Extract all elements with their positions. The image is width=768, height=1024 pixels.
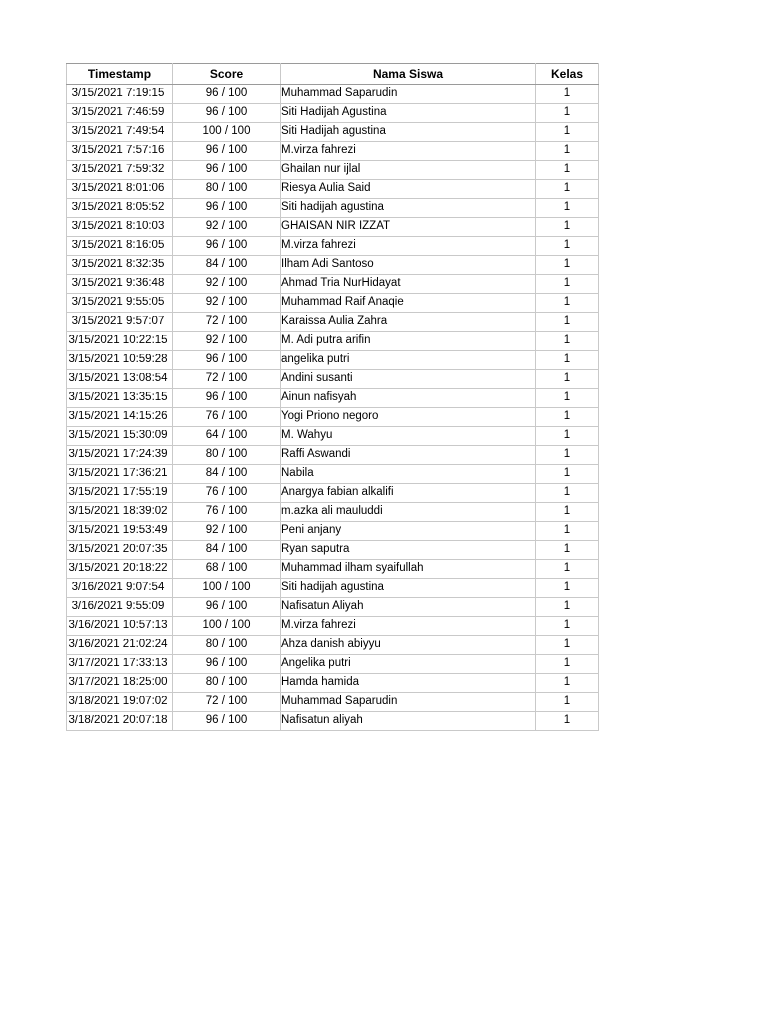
cell-kelas: 1 [536, 712, 599, 731]
cell-score: 96 / 100 [173, 199, 281, 218]
cell-kelas: 1 [536, 693, 599, 712]
table-row [67, 484, 599, 503]
timestamp-value: 3/15/2021 8:05:52 [71, 202, 165, 214]
cell-nama-siswa: Andini susanti [281, 370, 536, 389]
cell-score: 92 / 100 [173, 332, 281, 351]
cell-score: 96 / 100 [173, 161, 281, 180]
cell-timestamp [67, 712, 173, 731]
cell-nama-siswa: M. Wahyu [281, 427, 536, 446]
timestamp-value: 3/15/2021 19:53:49 [68, 525, 168, 537]
cell-nama-siswa: Peni anjany [281, 522, 536, 541]
cell-score: 84 / 100 [173, 256, 281, 275]
cell-score: 84 / 100 [173, 541, 281, 560]
cell-kelas: 1 [536, 541, 599, 560]
cell-score: 96 / 100 [173, 655, 281, 674]
table-row [67, 389, 599, 408]
cell-timestamp [67, 617, 173, 636]
table-row [67, 104, 599, 123]
student-scores-table [66, 63, 599, 731]
timestamp-value: 3/15/2021 13:35:15 [68, 392, 168, 404]
cell-nama-siswa: Hamda hamida [281, 674, 536, 693]
cell-score: 96 / 100 [173, 351, 281, 370]
cell-kelas: 1 [536, 617, 599, 636]
table-row [67, 142, 599, 161]
timestamp-value: 3/16/2021 9:55:09 [71, 601, 165, 613]
cell-nama-siswa: Siti Hadijah agustina [281, 123, 536, 142]
cell-kelas: 1 [536, 598, 599, 617]
table-row [67, 218, 599, 237]
cell-nama-siswa: M.virza fahrezi [281, 617, 536, 636]
cell-timestamp [67, 522, 173, 541]
cell-timestamp [67, 655, 173, 674]
table-body [67, 85, 599, 731]
timestamp-value: 3/15/2021 13:08:54 [68, 373, 168, 385]
cell-nama-siswa: GHAISAN NIR IZZAT [281, 218, 536, 237]
cell-nama-siswa: Nabila [281, 465, 536, 484]
column-header-nama-siswa: Nama Siswa [281, 64, 536, 85]
cell-nama-siswa: Siti hadijah agustina [281, 199, 536, 218]
cell-timestamp [67, 503, 173, 522]
cell-timestamp [67, 598, 173, 617]
cell-score: 76 / 100 [173, 408, 281, 427]
cell-timestamp [67, 142, 173, 161]
table-row [67, 598, 599, 617]
cell-score: 68 / 100 [173, 560, 281, 579]
cell-nama-siswa: Nafisatun aliyah [281, 712, 536, 731]
cell-score: 92 / 100 [173, 275, 281, 294]
table-row [67, 522, 599, 541]
cell-kelas: 1 [536, 446, 599, 465]
table-row [67, 636, 599, 655]
timestamp-value: 3/15/2021 17:55:19 [68, 487, 168, 499]
timestamp-value: 3/15/2021 7:59:32 [71, 164, 165, 176]
table-row [67, 465, 599, 484]
cell-score: 84 / 100 [173, 465, 281, 484]
cell-timestamp [67, 199, 173, 218]
cell-nama-siswa: M.virza fahrezi [281, 237, 536, 256]
table-row [67, 579, 599, 598]
cell-score: 96 / 100 [173, 389, 281, 408]
timestamp-value: 3/15/2021 9:36:48 [71, 278, 165, 290]
cell-kelas: 1 [536, 408, 599, 427]
table-row [67, 693, 599, 712]
cell-score: 96 / 100 [173, 237, 281, 256]
timestamp-value: 3/15/2021 7:49:54 [71, 126, 165, 138]
cell-timestamp [67, 161, 173, 180]
cell-timestamp [67, 104, 173, 123]
cell-score: 96 / 100 [173, 142, 281, 161]
table-row [67, 123, 599, 142]
cell-score: 100 / 100 [173, 579, 281, 598]
timestamp-value: 3/15/2021 20:07:35 [68, 544, 168, 556]
cell-nama-siswa: Ilham Adi Santoso [281, 256, 536, 275]
cell-score: 64 / 100 [173, 427, 281, 446]
cell-kelas: 1 [536, 104, 599, 123]
table-row [67, 712, 599, 731]
cell-score: 92 / 100 [173, 294, 281, 313]
timestamp-value: 3/15/2021 14:15:26 [68, 411, 168, 423]
cell-kelas: 1 [536, 218, 599, 237]
cell-kelas: 1 [536, 142, 599, 161]
timestamp-value: 3/15/2021 9:55:05 [71, 297, 165, 309]
cell-score: 92 / 100 [173, 522, 281, 541]
table-row [67, 655, 599, 674]
cell-kelas: 1 [536, 370, 599, 389]
timestamp-value: 3/15/2021 10:59:28 [68, 354, 168, 366]
cell-score: 76 / 100 [173, 503, 281, 522]
cell-score: 80 / 100 [173, 636, 281, 655]
cell-kelas: 1 [536, 180, 599, 199]
cell-nama-siswa: Anargya fabian alkalifi [281, 484, 536, 503]
table-row [67, 370, 599, 389]
cell-nama-siswa: Muhammad ilham syaifullah [281, 560, 536, 579]
cell-nama-siswa: Yogi Priono negoro [281, 408, 536, 427]
timestamp-value: 3/15/2021 15:30:09 [68, 430, 168, 442]
timestamp-value: 3/15/2021 10:22:15 [68, 335, 168, 347]
cell-kelas: 1 [536, 427, 599, 446]
cell-timestamp [67, 351, 173, 370]
cell-timestamp [67, 636, 173, 655]
cell-nama-siswa: m.azka ali mauluddi [281, 503, 536, 522]
cell-timestamp [67, 389, 173, 408]
cell-nama-siswa: Muhammad Raif Anaqie [281, 294, 536, 313]
cell-kelas: 1 [536, 560, 599, 579]
cell-kelas: 1 [536, 294, 599, 313]
cell-kelas: 1 [536, 275, 599, 294]
column-header-score: Score [173, 64, 281, 85]
cell-score: 72 / 100 [173, 370, 281, 389]
cell-timestamp [67, 446, 173, 465]
cell-score: 76 / 100 [173, 484, 281, 503]
cell-kelas: 1 [536, 161, 599, 180]
cell-nama-siswa: Muhammad Saparudin [281, 85, 536, 104]
cell-timestamp [67, 85, 173, 104]
timestamp-value: 3/15/2021 20:18:22 [68, 563, 168, 575]
table-row [67, 180, 599, 199]
cell-timestamp [67, 237, 173, 256]
table-row [67, 332, 599, 351]
cell-timestamp [67, 674, 173, 693]
table-row [67, 199, 599, 218]
timestamp-value: 3/15/2021 7:19:15 [71, 88, 165, 100]
cell-score: 80 / 100 [173, 446, 281, 465]
table-row [67, 294, 599, 313]
cell-kelas: 1 [536, 522, 599, 541]
cell-nama-siswa: angelika putri [281, 351, 536, 370]
cell-kelas: 1 [536, 85, 599, 104]
cell-nama-siswa: Angelika putri [281, 655, 536, 674]
cell-kelas: 1 [536, 579, 599, 598]
cell-nama-siswa: Ahmad Tria NurHidayat [281, 275, 536, 294]
cell-timestamp [67, 560, 173, 579]
cell-score: 92 / 100 [173, 218, 281, 237]
timestamp-value: 3/15/2021 9:57:07 [71, 316, 165, 328]
timestamp-value: 3/15/2021 8:32:35 [71, 259, 165, 271]
cell-timestamp [67, 579, 173, 598]
timestamp-value: 3/18/2021 19:07:02 [68, 696, 168, 708]
cell-nama-siswa: Ahza danish abiyyu [281, 636, 536, 655]
cell-timestamp [67, 693, 173, 712]
table-row [67, 446, 599, 465]
table-row [67, 161, 599, 180]
timestamp-value: 3/17/2021 18:25:00 [68, 677, 168, 689]
cell-kelas: 1 [536, 484, 599, 503]
cell-nama-siswa: M. Adi putra arifin [281, 332, 536, 351]
table-row [67, 237, 599, 256]
cell-score: 80 / 100 [173, 674, 281, 693]
cell-nama-siswa: Siti Hadijah Agustina [281, 104, 536, 123]
cell-kelas: 1 [536, 655, 599, 674]
cell-timestamp [67, 275, 173, 294]
cell-nama-siswa: Riesya Aulia Said [281, 180, 536, 199]
cell-timestamp [67, 180, 173, 199]
timestamp-value: 3/15/2021 17:24:39 [68, 449, 168, 461]
cell-timestamp [67, 313, 173, 332]
table-row [67, 503, 599, 522]
timestamp-value: 3/15/2021 17:36:21 [68, 468, 168, 480]
table-row [67, 427, 599, 446]
cell-score: 96 / 100 [173, 598, 281, 617]
cell-kelas: 1 [536, 636, 599, 655]
cell-score: 100 / 100 [173, 617, 281, 636]
cell-timestamp [67, 294, 173, 313]
cell-score: 72 / 100 [173, 693, 281, 712]
timestamp-value: 3/16/2021 10:57:13 [68, 620, 168, 632]
cell-score: 72 / 100 [173, 313, 281, 332]
timestamp-value: 3/18/2021 20:07:18 [68, 715, 168, 727]
cell-kelas: 1 [536, 123, 599, 142]
table-row [67, 85, 599, 104]
timestamp-value: 3/17/2021 17:33:13 [68, 658, 168, 670]
cell-kelas: 1 [536, 351, 599, 370]
timestamp-value: 3/15/2021 8:16:05 [71, 240, 165, 252]
cell-nama-siswa: Muhammad Saparudin [281, 693, 536, 712]
cell-score: 80 / 100 [173, 180, 281, 199]
cell-nama-siswa: Ryan saputra [281, 541, 536, 560]
cell-kelas: 1 [536, 465, 599, 484]
cell-kelas: 1 [536, 313, 599, 332]
cell-nama-siswa: M.virza fahrezi [281, 142, 536, 161]
cell-score: 100 / 100 [173, 123, 281, 142]
cell-score: 96 / 100 [173, 104, 281, 123]
timestamp-value: 3/15/2021 7:46:59 [71, 107, 165, 119]
cell-kelas: 1 [536, 674, 599, 693]
timestamp-value: 3/15/2021 18:39:02 [68, 506, 168, 518]
timestamp-value: 3/15/2021 7:57:16 [71, 145, 165, 157]
column-header-kelas: Kelas [536, 64, 599, 85]
cell-timestamp [67, 218, 173, 237]
table-row [67, 313, 599, 332]
cell-nama-siswa: Ghailan nur ijlal [281, 161, 536, 180]
timestamp-value: 3/16/2021 9:07:54 [71, 582, 165, 594]
timestamp-value: 3/15/2021 8:10:03 [71, 221, 165, 233]
cell-kelas: 1 [536, 389, 599, 408]
timestamp-value: 3/15/2021 8:01:06 [71, 183, 165, 195]
cell-timestamp [67, 408, 173, 427]
table-row [67, 560, 599, 579]
cell-timestamp [67, 123, 173, 142]
cell-timestamp [67, 465, 173, 484]
table-row [67, 674, 599, 693]
cell-kelas: 1 [536, 503, 599, 522]
table-row [67, 541, 599, 560]
table-row [67, 275, 599, 294]
cell-timestamp [67, 541, 173, 560]
table-row [67, 408, 599, 427]
table-row [67, 351, 599, 370]
timestamp-value: 3/16/2021 21:02:24 [68, 639, 168, 651]
table-header [67, 64, 599, 85]
cell-kelas: 1 [536, 332, 599, 351]
cell-timestamp [67, 484, 173, 503]
cell-kelas: 1 [536, 237, 599, 256]
cell-nama-siswa: Siti hadijah agustina [281, 579, 536, 598]
cell-timestamp [67, 427, 173, 446]
cell-nama-siswa: Ainun nafisyah [281, 389, 536, 408]
table-row [67, 617, 599, 636]
cell-kelas: 1 [536, 256, 599, 275]
cell-timestamp [67, 256, 173, 275]
table-header-row [67, 64, 599, 85]
cell-timestamp [67, 332, 173, 351]
table-row [67, 256, 599, 275]
cell-nama-siswa: Raffi Aswandi [281, 446, 536, 465]
cell-score: 96 / 100 [173, 712, 281, 731]
cell-timestamp [67, 370, 173, 389]
cell-nama-siswa: Karaissa Aulia Zahra [281, 313, 536, 332]
cell-nama-siswa: Nafisatun Aliyah [281, 598, 536, 617]
cell-kelas: 1 [536, 199, 599, 218]
cell-score: 96 / 100 [173, 85, 281, 104]
column-header-timestamp: Timestamp [67, 64, 173, 85]
